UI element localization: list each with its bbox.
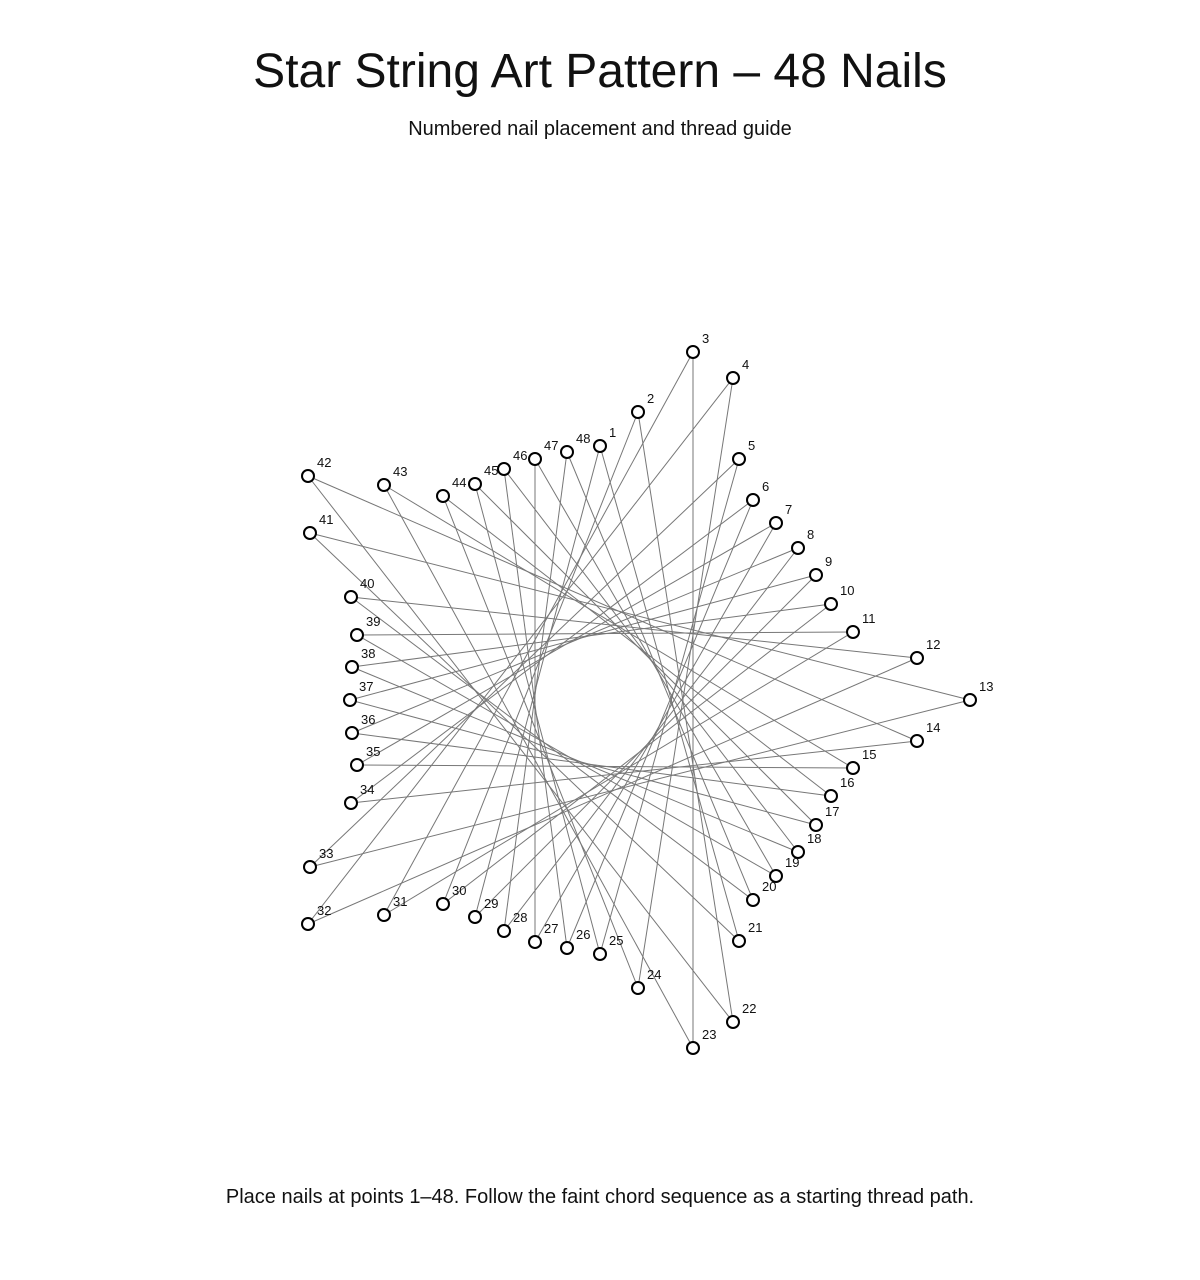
thread-chord-38-10 xyxy=(352,604,831,667)
nail-label-39: 39 xyxy=(366,614,381,629)
nail-label-11: 11 xyxy=(862,611,876,626)
nail-36 xyxy=(346,727,358,739)
nail-3 xyxy=(687,346,699,358)
thread-chord-21-41 xyxy=(310,533,739,941)
nail-label-34: 34 xyxy=(360,782,375,797)
nail-20 xyxy=(747,894,759,906)
thread-chord-45-17 xyxy=(475,484,816,825)
nail-label-30: 30 xyxy=(452,883,467,898)
nail-label-5: 5 xyxy=(748,438,756,453)
nail-11 xyxy=(847,626,859,638)
thread-chord-9-29 xyxy=(475,575,816,917)
thread-chord-29-1 xyxy=(475,446,600,917)
nail-label-26: 26 xyxy=(576,927,591,942)
nail-47 xyxy=(529,453,541,465)
nail-label-45: 45 xyxy=(484,463,499,478)
thread-chord-13-33 xyxy=(310,700,970,867)
nail-label-19: 19 xyxy=(785,855,800,870)
nail-13 xyxy=(964,694,976,706)
nail-label-28: 28 xyxy=(513,910,528,925)
nail-31 xyxy=(378,909,390,921)
nail-label-48: 48 xyxy=(576,431,591,446)
nail-label-23: 23 xyxy=(702,1027,717,1042)
instruction-caption: Place nails at points 1–48. Follow the faint chord sequence as a starting thread path. xyxy=(225,1186,975,1208)
nail-42 xyxy=(302,470,314,482)
nail-label-7: 7 xyxy=(785,502,793,517)
nail-24 xyxy=(632,982,644,994)
nail-7 xyxy=(770,517,782,529)
nail-37 xyxy=(344,694,356,706)
nail-26 xyxy=(561,942,573,954)
nail-label-38: 38 xyxy=(361,646,376,661)
nail-5 xyxy=(733,453,745,465)
nail-8 xyxy=(792,542,804,554)
nail-44 xyxy=(437,490,449,502)
thread-chords xyxy=(308,352,970,1048)
nail-label-16: 16 xyxy=(840,775,855,790)
nail-4 xyxy=(727,372,739,384)
nail-label-15: 15 xyxy=(862,747,877,762)
thread-chord-8-28 xyxy=(504,548,798,931)
nail-label-20: 20 xyxy=(762,879,777,894)
nail-label-14: 14 xyxy=(926,720,941,735)
page-title: Star String Art Pattern – 48 Nails xyxy=(253,45,947,98)
nail-label-18: 18 xyxy=(807,831,822,846)
nail-32 xyxy=(302,918,314,930)
nail-label-4: 4 xyxy=(742,357,750,372)
nail-label-37: 37 xyxy=(359,679,374,694)
nail-9 xyxy=(810,569,822,581)
nail-48 xyxy=(561,446,573,458)
nail-22 xyxy=(727,1016,739,1028)
nail-label-21: 21 xyxy=(748,920,763,935)
nail-label-47: 47 xyxy=(544,438,559,453)
thread-chord-48-20 xyxy=(567,452,753,900)
nail-label-12: 12 xyxy=(926,637,941,652)
nail-23 xyxy=(687,1042,699,1054)
thread-chord-12-32 xyxy=(308,658,917,924)
nail-label-6: 6 xyxy=(762,479,770,494)
nail-label-32: 32 xyxy=(317,903,332,918)
nail-10 xyxy=(825,598,837,610)
nail-label-33: 33 xyxy=(319,846,334,861)
nail-label-3: 3 xyxy=(702,331,710,346)
nail-label-43: 43 xyxy=(393,464,408,479)
nail-label-36: 36 xyxy=(361,712,376,727)
thread-chord-33-5 xyxy=(310,459,739,867)
nail-35 xyxy=(351,759,363,771)
nail-33 xyxy=(304,861,316,873)
thread-chord-1-21 xyxy=(600,446,739,941)
nail-27 xyxy=(529,936,541,948)
nail-17 xyxy=(810,819,822,831)
nail-21 xyxy=(733,935,745,947)
nail-label-22: 22 xyxy=(742,1001,757,1016)
nail-45 xyxy=(469,478,481,490)
nail-label-40: 40 xyxy=(360,576,375,591)
nail-points xyxy=(302,331,993,1054)
nail-label-2: 2 xyxy=(647,391,655,406)
nail-12 xyxy=(911,652,923,664)
nail-16 xyxy=(825,790,837,802)
nail-label-1: 1 xyxy=(609,425,617,440)
nail-25 xyxy=(594,948,606,960)
nail-label-24: 24 xyxy=(647,967,662,982)
nail-1 xyxy=(594,440,606,452)
nail-41 xyxy=(304,527,316,539)
nail-14 xyxy=(911,735,923,747)
nail-46 xyxy=(498,463,510,475)
nail-label-44: 44 xyxy=(452,475,467,490)
nail-39 xyxy=(351,629,363,641)
nail-label-9: 9 xyxy=(825,554,833,569)
thread-chord-39-11 xyxy=(357,632,853,635)
nail-28 xyxy=(498,925,510,937)
nail-30 xyxy=(437,898,449,910)
nail-label-41: 41 xyxy=(319,512,334,527)
nail-label-17: 17 xyxy=(825,804,840,819)
nail-38 xyxy=(346,661,358,673)
nail-label-13: 13 xyxy=(979,679,994,694)
nail-40 xyxy=(345,591,357,603)
nail-15 xyxy=(847,762,859,774)
thread-chord-5-25 xyxy=(600,459,739,954)
page-subtitle: Numbered nail placement and thread guide xyxy=(408,118,792,140)
nail-label-10: 10 xyxy=(840,583,855,598)
thread-chord-19-39 xyxy=(357,635,776,876)
nail-label-42: 42 xyxy=(317,455,332,470)
nail-6 xyxy=(747,494,759,506)
nail-29 xyxy=(469,911,481,923)
nail-label-27: 27 xyxy=(544,921,559,936)
nail-label-31: 31 xyxy=(393,894,408,909)
nail-label-35: 35 xyxy=(366,744,381,759)
nail-label-29: 29 xyxy=(484,896,499,911)
nail-label-8: 8 xyxy=(807,527,815,542)
nail-label-46: 46 xyxy=(513,448,528,463)
thread-chord-10-30 xyxy=(443,604,831,904)
nail-label-25: 25 xyxy=(609,933,624,948)
nail-43 xyxy=(378,479,390,491)
nail-34 xyxy=(345,797,357,809)
nail-2 xyxy=(632,406,644,418)
